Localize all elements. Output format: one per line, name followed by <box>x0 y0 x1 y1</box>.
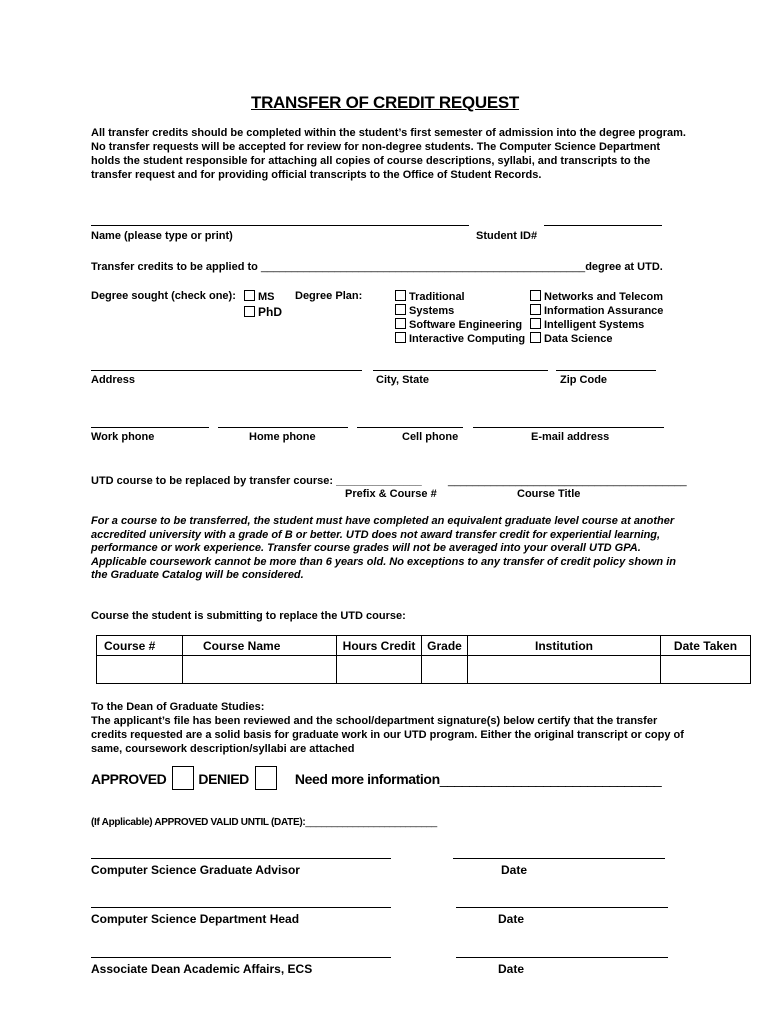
hours-credit-cell[interactable] <box>337 656 422 684</box>
graduate-advisor-label: Computer Science Graduate Advisor <box>91 863 300 877</box>
prefix-course-label: Prefix & Course # <box>345 488 437 500</box>
networks-telecom-checkbox[interactable] <box>530 290 541 301</box>
work-phone-label: Work phone <box>91 431 155 443</box>
plan-intelligent-systems[interactable] <box>530 318 644 331</box>
approved-checkbox[interactable] <box>172 766 194 790</box>
col-course-name: Course Name <box>183 636 337 656</box>
home-phone-label: Home phone <box>249 431 316 443</box>
address-label: Address <box>91 374 136 386</box>
associate-dean-date-field[interactable] <box>456 957 668 958</box>
col-date-taken: Date Taken <box>661 636 751 656</box>
associate-dean-date-label: Date <box>498 962 525 976</box>
plan-systems[interactable] <box>395 304 454 317</box>
denied-label: DENIED <box>198 771 249 787</box>
col-course-number: Course # <box>97 636 183 656</box>
valid-until-label: (If Applicable) APPROVED VALID UNTIL (DATE): <box>91 817 306 828</box>
col-institution: Institution <box>468 636 661 656</box>
transfer-applied-prefix: Transfer credits to be applied to <box>91 261 261 273</box>
city-state-field[interactable] <box>373 370 548 371</box>
transfer-applied-suffix: degree at UTD. <box>585 261 663 273</box>
course-intro-label: Course the student is submitting to replace the UTD course: <box>91 610 406 622</box>
course-table <box>96 635 751 684</box>
approved-label: APPROVED <box>91 771 167 787</box>
systems-checkbox[interactable] <box>395 304 406 315</box>
denied-checkbox[interactable] <box>255 766 277 790</box>
department-head-date-field[interactable] <box>456 907 668 908</box>
systems-label: Systems <box>409 305 455 317</box>
plan-traditional[interactable] <box>395 290 465 303</box>
traditional-label: Traditional <box>409 291 465 303</box>
department-head-date-label: Date <box>498 912 525 926</box>
col-grade: Grade <box>422 636 468 656</box>
associate-dean-signature-field[interactable] <box>91 957 391 958</box>
policy-text <box>91 515 691 583</box>
work-phone-field[interactable] <box>91 427 209 428</box>
plan-interactive-computing[interactable] <box>395 332 525 345</box>
email-label: E-mail address <box>531 431 610 443</box>
intro-paragraph: All transfer credits should be completed within the student’s first semester of admission into the degree program. No transfer requests will be accepted for review for non-degree students. The Computer Science Department holds the student responsible for attaching all copies of course descriptions, syllabi, and transcripts to the transfer request and for providing official transcripts to the Office of Student Records. <box>91 127 686 181</box>
name-label: Name (please type or print) <box>91 230 233 242</box>
zip-code-field[interactable] <box>556 370 656 371</box>
plan-networks-telecom[interactable] <box>530 290 663 303</box>
information-assurance-label: Information Assurance <box>544 305 664 317</box>
software-engineering-label: Software Engineering <box>409 319 523 331</box>
plan-information-assurance[interactable] <box>530 304 663 317</box>
ms-checkbox[interactable] <box>244 290 255 301</box>
valid-until-field[interactable]: _________________________ <box>305 817 437 828</box>
dean-text: The applicant’s file has been reviewed and the school/department signature(s) below certify that the transfer credits requested are a solid basis for graduate work in our UTD program. Either the original transcript or copy of same, coursework description/syllabi are attached <box>91 715 684 755</box>
approval-row <box>91 766 661 790</box>
traditional-checkbox[interactable] <box>395 290 406 301</box>
table-header-row <box>97 636 751 656</box>
policy-paragraph-2: Applicable coursework cannot be more than 6 years old. No exceptions to any transfer of credit policy shown in the Graduate Catalog will be considered. <box>91 555 676 581</box>
utd-course-label[interactable]: UTD course to be replaced by transfer course: ______________ <box>91 475 422 487</box>
department-head-label: Computer Science Department Head <box>91 912 300 926</box>
email-field[interactable] <box>473 427 664 428</box>
graduate-advisor-signature-field[interactable] <box>91 858 391 859</box>
interactive-computing-label: Interactive Computing <box>409 333 526 345</box>
transfer-applied-field[interactable]: _____________________________________________________ <box>260 261 586 273</box>
course-name-cell[interactable] <box>183 656 337 684</box>
dean-section <box>91 700 691 756</box>
cell-phone-label: Cell phone <box>402 431 459 443</box>
course-number-cell[interactable] <box>97 656 183 684</box>
graduate-advisor-date-label: Date <box>501 863 528 877</box>
graduate-advisor-date-field[interactable] <box>453 858 665 859</box>
city-state-label: City, State <box>376 374 429 386</box>
department-head-signature-field[interactable] <box>91 907 391 908</box>
degree-ms-option[interactable] <box>244 290 275 303</box>
information-assurance-checkbox[interactable] <box>530 304 541 315</box>
date-taken-cell[interactable] <box>661 656 751 684</box>
degree-phd-option[interactable] <box>244 305 282 319</box>
intelligent-systems-label: Intelligent Systems <box>544 319 645 331</box>
course-title-label: Course Title <box>517 488 581 500</box>
home-phone-field[interactable] <box>218 427 348 428</box>
data-science-checkbox[interactable] <box>530 332 541 343</box>
intelligent-systems-checkbox[interactable] <box>530 318 541 329</box>
need-more-field[interactable]: ______________________________ <box>439 771 662 787</box>
phd-checkbox[interactable] <box>244 306 255 317</box>
student-id-field[interactable] <box>544 225 662 226</box>
course-title-field[interactable]: _______________________________________ <box>448 475 687 487</box>
student-id-label: Student ID# <box>476 230 538 242</box>
zip-code-label: Zip Code <box>560 374 608 386</box>
page-title: TRANSFER OF CREDIT REQUEST <box>251 93 519 112</box>
valid-until-row <box>91 817 437 828</box>
dean-heading: To the Dean of Graduate Studies: <box>91 701 265 713</box>
col-hours-credit: Hours Credit <box>337 636 422 656</box>
plan-software-engineering[interactable] <box>395 318 522 331</box>
phd-label: PhD <box>258 305 282 319</box>
associate-dean-label: Associate Dean Academic Affairs, ECS <box>91 962 313 976</box>
interactive-computing-checkbox[interactable] <box>395 332 406 343</box>
networks-telecom-label: Networks and Telecom <box>544 291 663 303</box>
institution-cell[interactable] <box>468 656 661 684</box>
degree-plan-label: Degree Plan: <box>295 290 363 302</box>
address-field[interactable] <box>91 370 362 371</box>
cell-phone-field[interactable] <box>357 427 463 428</box>
need-more-label: Need more information <box>294 771 440 787</box>
data-science-label: Data Science <box>544 333 613 345</box>
ms-label: MS <box>258 291 275 303</box>
policy-paragraph-1: For a course to be transferred, the student must have completed an equivalent graduate level course at another accredited university with a grade of B or better. UTD does not award transfer credit for experiential learning, performance or work experience. Transfer course grades will not be averaged into your overall UTD GPA. <box>91 515 675 554</box>
transfer-applied-line <box>91 261 663 273</box>
degree-sought-label: Degree sought (check one): <box>91 290 236 302</box>
name-field[interactable] <box>91 225 469 226</box>
table-row <box>97 656 751 684</box>
plan-data-science[interactable] <box>530 332 612 345</box>
grade-cell[interactable] <box>422 656 468 684</box>
software-engineering-checkbox[interactable] <box>395 318 406 329</box>
